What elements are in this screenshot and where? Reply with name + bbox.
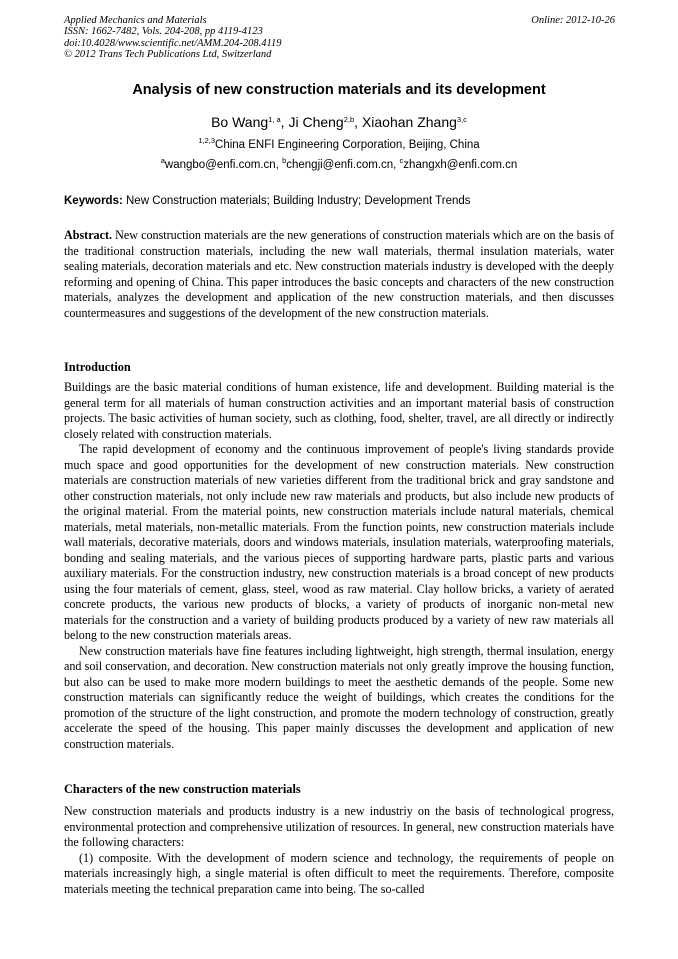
journal-header — [64, 15, 281, 61]
author-sup: 2,b — [343, 115, 355, 124]
online-date: Online: 2012-10-26 — [531, 15, 615, 26]
email-address: wangbo@enfi.com.cn — [164, 159, 276, 171]
author-sup: 1, a — [268, 115, 281, 124]
paragraph: New construction materials and products industry is a new industriy on the basis of technological progress, environmental protection and comprehensive utilization of resources. In general, new construction materials have the following characters: — [64, 804, 614, 849]
abstract — [64, 228, 614, 321]
author-list: Bo Wang$^{1, a}$, Ji Cheng$^{2,b}$, Xiaohan Zhang$^{3,c}$ — [211, 114, 467, 130]
section-heading-introduction: Introduction — [64, 360, 131, 374]
doi-line: doi:10.4028/www.scientific.net/AMM.204-208.4119 — [64, 37, 282, 49]
paragraph: Buildings are the basic material conditions of human existence, life and development. Building material is the general term for all materials of human construction activities and an important material basis of construction projects. The basic activities of human society, such as clothing, food, shelter, travel, are all directly or indirectly closely related with construction materials. — [64, 380, 614, 441]
paper-title: Analysis of new construction materials and its development — [132, 82, 546, 98]
journal-name: Applied Mechanics and Materials — [64, 15, 207, 26]
keywords-label: Keywords: — [64, 195, 123, 207]
paragraph: The rapid development of economy and the continuous improvement of people's living standards provide much space and good opportunities for the development of new construction materials. New construction materials are construction materials of new varieties different from the traditional brick and gray sandstone and other construction materials, not only include new raw materials and products, but also include new products of the original material. From the material points, new construction materials include natural materials, chemical materials, metal materials, non-metallic materials. From the function points, new construction materials include wall materials, decorative materials, doors and windows materials, insulation materials, waterproofing materials, bonding and sealing materials, and the various pieces of supporting hardware parts, plastic parts and various auxiliary materials. For the construction industry, new construction materials is a broad concept of new products using the four materials of cement, glass, steel, wood as raw material. Clay hollow bricks, a variety of aerated concrete products, the various new products of blocks, a variety of products of inorganic non-metal new materials for the construction and a variety of building products produced by a variety of new raw materials all belong to the new construction materials areas. — [64, 442, 614, 642]
keywords — [64, 195, 616, 207]
email-sup: a — [160, 156, 165, 165]
author-name: Ji Cheng — [288, 114, 344, 130]
author-sup: 3,c — [456, 115, 467, 124]
introduction-body — [64, 380, 614, 752]
section-heading-characters: Characters of the new construction materials — [64, 782, 301, 796]
author-name: Bo Wang — [211, 114, 269, 130]
affiliation — [0, 136, 678, 151]
keywords-text: New Construction materials; Building Industry; Development Trends — [126, 195, 471, 207]
copyright-line: © 2012 Trans Tech Publications Ltd, Switzerland — [64, 49, 272, 61]
email-sup: c — [399, 156, 404, 165]
author-name: Xiaohan Zhang — [361, 114, 457, 130]
paragraph: New construction materials have fine features including lightweight, high strength, thermal insulation, energy and soil conservation, and decoration. New construction materials not only greatly improve the housing function, but also can be used to make more modern buildings to meet the aesthetic demands of the people. Some new construction materials can significantly reduce the weight of buildings, which creates the conditions for the promotion of the structure of the light construction, and promote the modern technology of construction, greatly accelerate the speed of the housing. This paper mainly discusses the development and application of new construction materials. — [64, 643, 614, 751]
affiliation-sup: 1,2,3 — [198, 136, 216, 145]
email-sup: b — [282, 156, 287, 165]
issn-line: ISSN: 1662-7482, Vols. 204-208, pp 4119-4123 — [64, 26, 263, 38]
email-address: chengji@enfi.com.cn — [286, 159, 394, 171]
abstract-text: New construction materials are the new generations of construction materials which are on the basis of the traditional construction materials, including the new wall materials, thermal insulation materials, water sealing materials, decoration materials and etc. New construction materials industry is developed with the deeply reforming and opening of China. This paper introduces the basic concepts and characters of the new construction materials, analyzes the development and application of the new construction materials, and then discusses countermeasures and suggestions of the development of the new construction materials. — [64, 228, 614, 320]
abstract-label: Abstract. — [64, 228, 113, 242]
characters-body — [64, 804, 614, 897]
email-list: $^a$wangbo@enfi.com.cn, $^b$chengji@enfi.com.cn, $^c$zhangxh@enfi.com.cn — [160, 156, 518, 171]
email-address: zhangxh@enfi.com.cn — [403, 159, 518, 171]
paragraph: (1) composite. With the development of modern science and technology, the requirements of people on materials increasingly high, a single material is often difficult to meet the requirements. Therefore, composite materials meeting the technical preparation came into being. The so-called — [64, 850, 614, 896]
affiliation-text: China ENFI Engineering Corporation, Beijing, China — [215, 139, 480, 151]
